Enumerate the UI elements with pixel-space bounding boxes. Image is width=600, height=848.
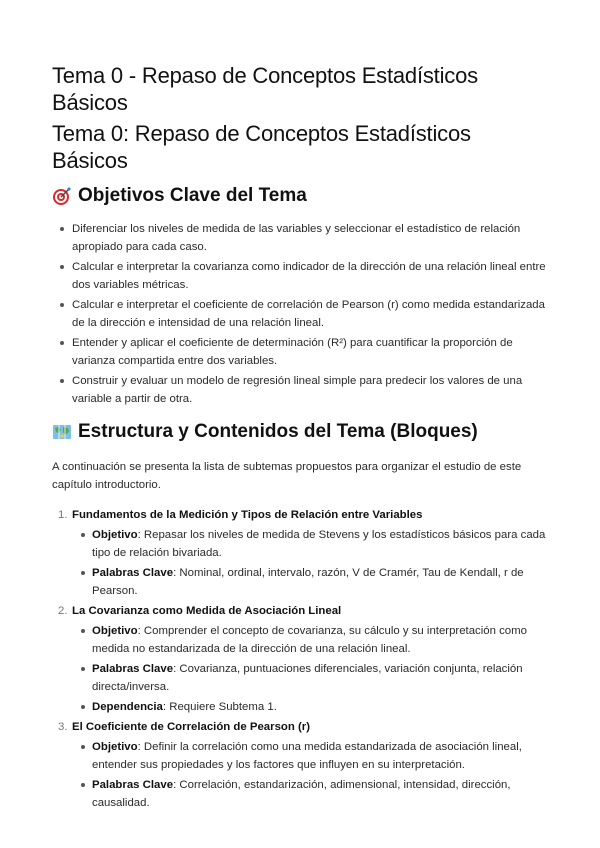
detail-text: : Repasar los niveles de medida de Stevens y los estadísticos básicos para cada tipo de relación bivariada. — [92, 529, 546, 559]
list-item: Calcular e interpretar el coeficiente de correlación de Pearson (r) como medida estandarizada de la dirección e intensidad de una relación lineal. — [72, 296, 548, 332]
objectives-heading — [52, 184, 548, 208]
detail-label: Objetivo — [92, 625, 138, 637]
objectives-list — [52, 220, 548, 408]
map-icon — [52, 422, 72, 442]
detail-label: Palabras Clave — [92, 567, 174, 579]
list-item: Diferenciar los niveles de medida de las variables y seleccionar el estadístico de relación apropiado para cada caso. — [72, 220, 548, 256]
subtopic-details — [72, 526, 548, 600]
objectives-heading-text: Objetivos Clave del Tema — [78, 185, 307, 206]
detail-text: : Definir la correlación como una medida estandarizada de asociación lineal, entender sus propiedades y los factores que influyen en su interpretación. — [92, 741, 522, 771]
structure-heading-text: Estructura y Contenidos del Tema (Bloques) — [78, 421, 478, 442]
subtopic-item — [58, 602, 548, 716]
main-title: Tema 0: Repaso de Conceptos Estadísticos Básicos — [52, 121, 471, 173]
detail-item — [92, 698, 548, 716]
detail-label: Dependencia — [92, 701, 163, 713]
detail-item — [92, 738, 548, 774]
detail-text: : Nominal, ordinal, intervalo, razón, V de Cramér, Tau de Kendall, r de Pearson. — [92, 567, 524, 597]
detail-item — [92, 564, 548, 600]
subtopic-title: La Covarianza como Medida de Asociación Lineal — [72, 605, 342, 617]
detail-item — [92, 526, 548, 562]
detail-item — [92, 622, 548, 658]
subtopic-title: El Coeficiente de Correlación de Pearson (r) — [72, 721, 311, 733]
subtopic-number: 2. — [58, 605, 68, 617]
subtopic-item — [58, 506, 548, 600]
subtopic-number: 1. — [58, 509, 68, 521]
subtopic-details — [72, 738, 548, 812]
structure-intro: A continuación se presenta la lista de subtemas propuestos para organizar el estudio de este capítulo introductorio. — [52, 461, 522, 491]
target-icon — [52, 186, 72, 206]
structure-heading — [52, 420, 548, 444]
subtopics-list — [52, 506, 548, 812]
detail-text: : Correlación, estandarización, adimensional, intensidad, dirección, causalidad. — [92, 779, 511, 809]
detail-item — [92, 776, 548, 812]
list-item: Construir y evaluar un modelo de regresión lineal simple para predecir los valores de una variable a partir de otra. — [72, 372, 548, 408]
detail-label: Palabras Clave — [92, 779, 174, 791]
subtopic-item — [58, 718, 548, 812]
detail-item — [92, 660, 548, 696]
detail-label: Objetivo — [92, 741, 138, 753]
subtopic-title: Fundamentos de la Medición y Tipos de Relación entre Variables — [72, 509, 423, 521]
subtopic-details — [72, 622, 548, 716]
list-item: Entender y aplicar el coeficiente de determinación (R²) para cuantificar la proporción de varianza compartida entre dos variables. — [72, 334, 548, 370]
subtopic-number: 3. — [58, 721, 68, 733]
list-item: Calcular e interpretar la covarianza como indicador de la dirección de una relación lineal entre dos variables métricas. — [72, 258, 548, 294]
document-title: Tema 0 - Repaso de Conceptos Estadísticos Básicos — [52, 63, 478, 115]
detail-label: Objetivo — [92, 529, 138, 541]
detail-text: : Requiere Subtema 1. — [162, 701, 277, 713]
detail-text: : Covarianza, puntuaciones diferenciales, variación conjunta, relación directa/inversa. — [92, 663, 523, 693]
detail-label: Palabras Clave — [92, 663, 174, 675]
detail-text: : Comprender el concepto de covarianza, su cálculo y su interpretación como medida no estandarizada de la dirección de una relación lineal. — [92, 625, 527, 655]
